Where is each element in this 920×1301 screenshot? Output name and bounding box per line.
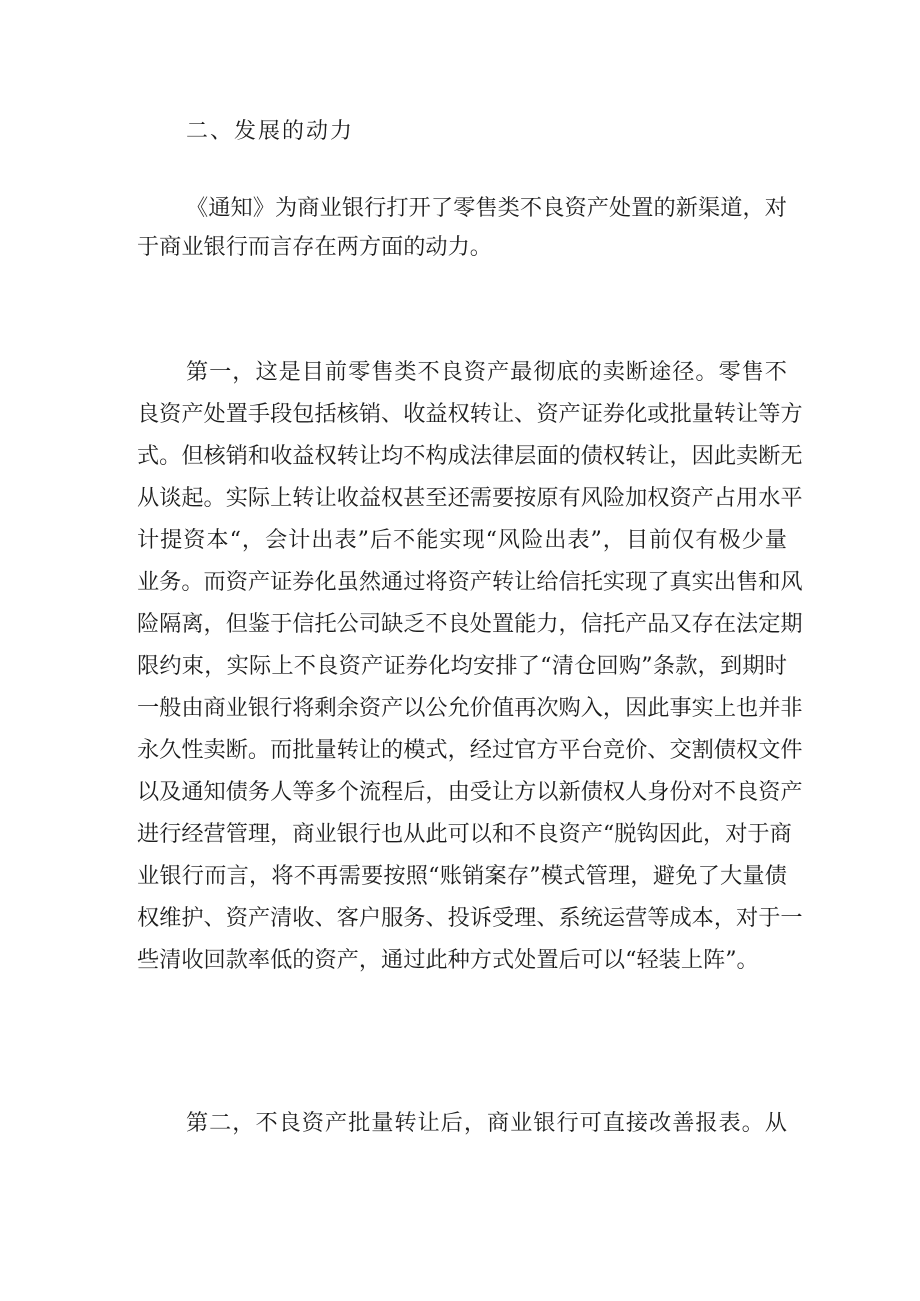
paragraph-line: 第二，不良资产批量转让后，商业银行可直接改善报表。从 xyxy=(186,1110,787,1136)
paragraph-line: 以及通知债务人等多个流程后，由受让方以新债权人身份对不良资产 xyxy=(137,779,803,805)
paragraph-line: 《通知》为商业银行打开了零售类不良资产处置的新渠道，对 xyxy=(186,195,787,221)
paragraph-line: 权维护、资产清收、客户服务、投诉受理、系统运营等成本，对于一 xyxy=(137,905,803,931)
paragraph-line: 于商业银行而言存在两方面的动力。 xyxy=(137,234,492,260)
paragraph-line: 些清收回款率低的资产，通过此种方式处置后可以“轻装上阵”。 xyxy=(137,947,759,973)
paragraph-line: 良资产处置手段包括核销、收益权转让、资产证券化或批量转让等方 xyxy=(137,401,803,427)
paragraph-line: 式。但核销和收益权转让均不构成法律层面的债权转让，因此卖断无 xyxy=(137,443,803,469)
paragraph-line: 永久性卖断。而批量转让的模式，经过官方平台竞价、交割债权文件 xyxy=(137,737,803,763)
section-heading: 二、发展的动力 xyxy=(186,119,355,144)
paragraph-line: 一般由商业银行将剩余资产以公允价值再次购入，因此事实上也并非 xyxy=(137,695,803,721)
paragraph-line: 险隔离，但鉴于信托公司缺乏不良处置能力，信托产品又存在法定期 xyxy=(137,611,803,637)
paragraph-line: 限约束，实际上不良资产证券化均安排了“清仓回购”条款，到期时 xyxy=(137,653,787,679)
paragraph-line: 业务。而资产证券化虽然通过将资产转让给信托实现了真实出售和风 xyxy=(137,569,803,595)
paragraph-line: 进行经营管理，商业银行也从此可以和不良资产“脱钩因此，对于商 xyxy=(137,821,792,847)
paragraph-line: 业银行而言，将不再需要按照“账销案存”模式管理，避免了大量债 xyxy=(137,863,787,889)
paragraph-line: 计提资本“，会计出表”后不能实现“风险出表”，目前仅有极少量 xyxy=(137,527,787,553)
paragraph-line: 第一，这是目前零售类不良资产最彻底的卖断途径。零售不 xyxy=(186,359,787,385)
paragraph-line: 从谈起。实际上转让收益权甚至还需要按原有风险加权资产占用水平 xyxy=(137,485,803,511)
